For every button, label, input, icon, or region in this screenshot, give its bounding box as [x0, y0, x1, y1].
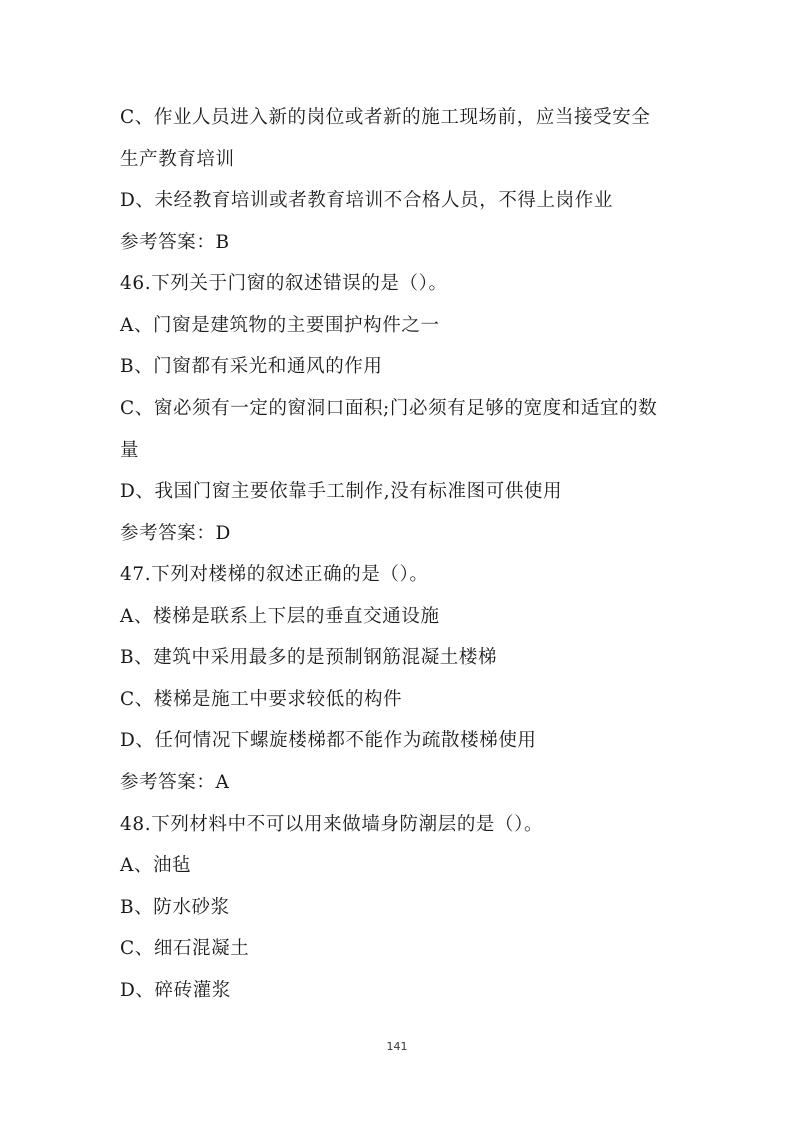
page-number: 141: [386, 1040, 408, 1053]
option-d-q46: D、我国门窗主要依靠手工制作,没有标准图可供使用: [120, 481, 563, 502]
option-c-q46-line2: 量: [120, 440, 140, 461]
option-a-q46: A、门窗是建筑物的主要围护构件之一: [120, 315, 440, 336]
answer-q47: 参考答案：A: [120, 772, 230, 793]
answer-q46: 参考答案：D: [120, 523, 231, 544]
option-a-q47: A、楼梯是联系上下层的垂直交通设施: [120, 606, 440, 627]
option-d-q48: D、碎砖灌浆: [120, 980, 231, 1001]
option-c-q47: C、楼梯是施工中要求较低的构件: [120, 689, 403, 710]
option-c-q46-line1: C、窗必须有一定的窗洞口面积;门必须有足够的宽度和适宜的数: [120, 398, 658, 419]
option-c-q48: C、细石混凝土: [120, 938, 250, 959]
option-c-q45-line2: 生产教育培训: [120, 149, 235, 170]
option-b-q48: B、防水砂浆: [120, 897, 230, 918]
option-b-q47: B、建筑中采用最多的是预制钢筋混凝土楼梯: [120, 647, 498, 668]
option-d-q45: D、未经教育培训或者教育培训不合格人员，不得上岗作业: [120, 190, 613, 211]
option-b-q46: B、门窗都有采光和通风的作用: [120, 356, 383, 377]
question-46: 46.下列关于门窗的叙述错误的是（）。: [120, 273, 448, 294]
option-a-q48: A、油毡: [120, 855, 192, 876]
option-c-q45-line1: C、作业人员进入新的岗位或者新的施工现场前，应当接受安全: [120, 107, 651, 128]
option-d-q47: D、任何情况下螺旋楼梯都不能作为疏散楼梯使用: [120, 730, 537, 751]
answer-q45: 参考答案：B: [120, 232, 230, 253]
question-47: 47.下列对楼梯的叙述正确的是（）。: [120, 564, 429, 585]
question-48: 48.下列材料中不可以用来做墙身防潮层的是（）。: [120, 814, 544, 835]
